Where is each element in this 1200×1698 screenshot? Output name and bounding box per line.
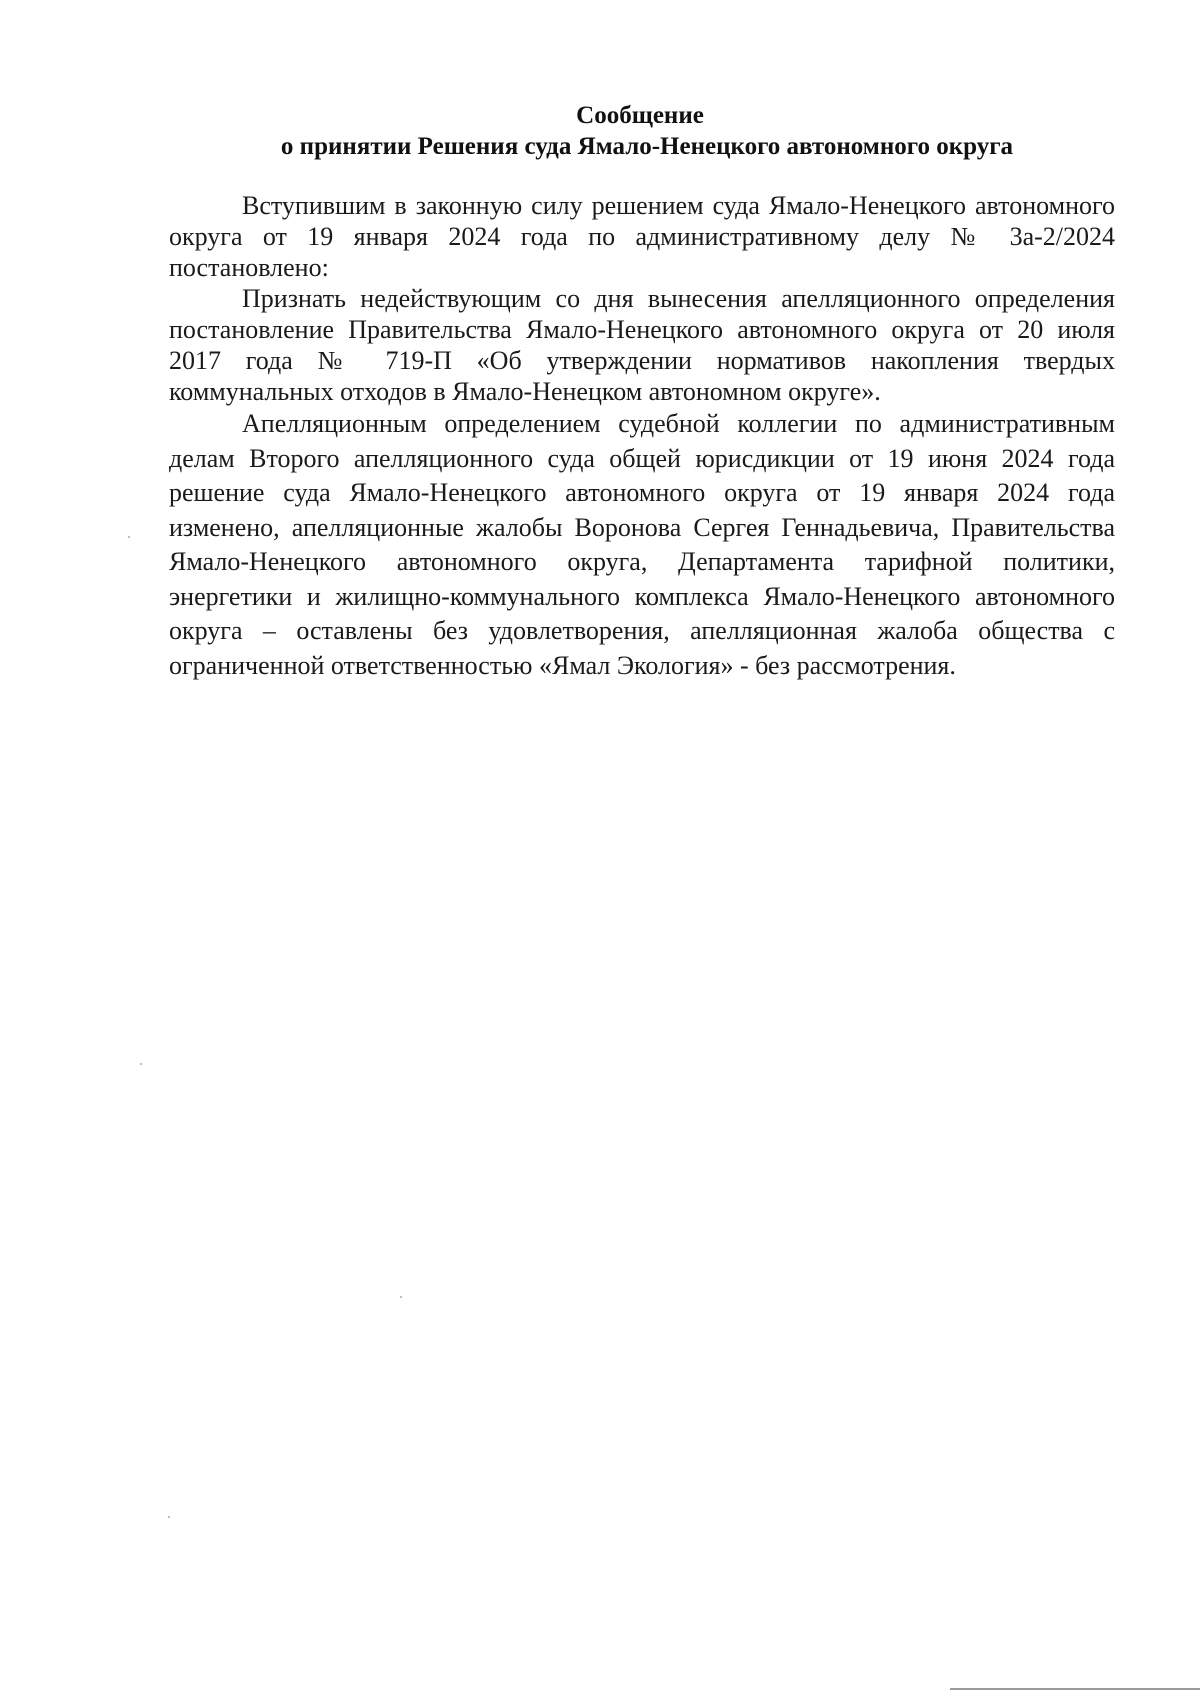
scan-speck <box>128 536 130 538</box>
scan-speck <box>140 1063 142 1065</box>
title-heading: Сообщение <box>576 102 704 129</box>
document-body <box>169 190 1115 683</box>
scan-edge-line <box>950 1688 1200 1690</box>
title-subheading: о принятии Решения суда Ямало-Ненецкого автономного округа <box>280 133 1014 160</box>
scan-speck <box>168 1516 170 1518</box>
paragraph-ruling: Признать недействующим со дня вынесения апелляционного определения постановление Правительства Ямало-Ненецкого автономного округа от 20 июля 2017 года № 719-П «Об утверждении нормативов накопления твердых коммунальных отходов в Ямало-Ненецком автономном округе». <box>169 284 1115 406</box>
document-title <box>160 100 1120 162</box>
paragraph-appeal: Апелляционным определением судебной коллегии по административным делам Второго апелляционного суда общей юрисдикции от 19 июня 2024 года решение суда Ямало-Ненецкого автономного округа от 19 января 2024 года изменено, апелляционные жалобы Воронова Сергея Геннадьевича, Правительства Ямало-Ненецкого автономного округа, Департамента тарифной политики, энергетики и жилищно-коммунального комплекса Ямало-Ненецкого автономного округа – оставлены без удовлетворения, апелляционная жалоба общества с ограниченной ответственностью «Ямал Экология» - без рассмотрения. <box>169 409 1115 680</box>
paragraph-decision-intro: Вступившим в законную силу решением суда Ямало-Ненецкого автономного округа от 19 января 2024 года по административному делу № 3а-2/2024 постановлено: <box>169 191 1115 282</box>
scan-speck <box>400 1296 402 1298</box>
